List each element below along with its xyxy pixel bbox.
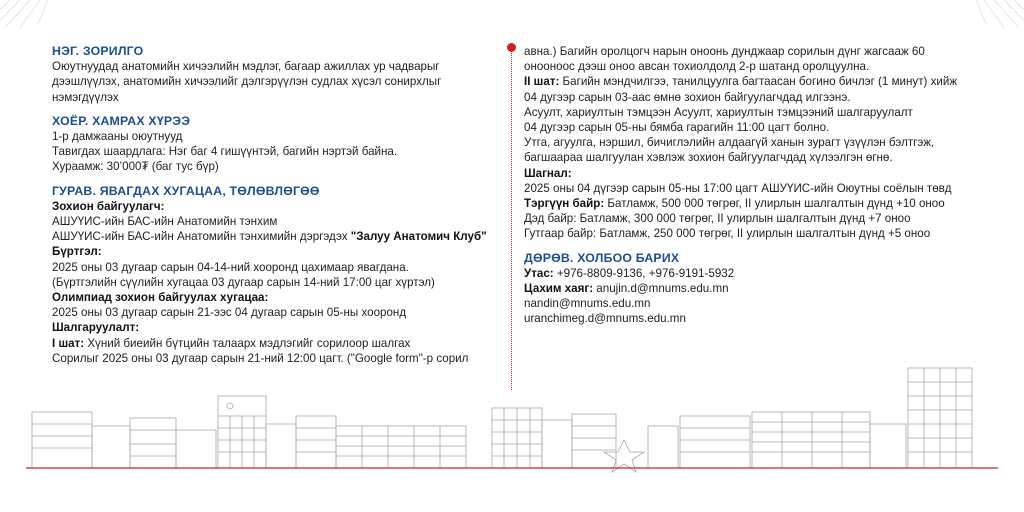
round1-line2: Сорилыг 2025 оны 03 дугаар сарын 21-ний 12:00 цагт. ("Google form"-р сорил xyxy=(52,351,469,365)
round1-continued: авна.) Багийн оролцогч нарын оноонь дунджаар сорилын дүнг жагсааж 60 xyxy=(524,45,925,58)
round2-text: Багийн мэндчилгээ, танилцуулга багтаасан богино бичлэг (1 минут) хийж xyxy=(559,75,958,89)
rounds-label: Шалгаруулалт: xyxy=(52,321,140,335)
organizer-line xyxy=(52,229,502,244)
first-place-line xyxy=(524,196,984,211)
email-address[interactable]: anujin.d@mnums.edu.mn xyxy=(593,282,729,296)
registration-label: Бүртгэл: xyxy=(52,245,102,259)
heading-schedule: ГУРАВ. ЯВАГДАХ ХУГАЦАА, ТӨЛӨВЛӨГӨӨ xyxy=(52,183,320,198)
scope-line: Хураамж: 30’000₮ (баг тус бүр) xyxy=(52,160,219,174)
section-scope xyxy=(52,114,502,175)
goal-line: Оюутнуудад анатомийн хичээлийн мэдлэг, багаар ажиллах ур чадварыг xyxy=(52,60,440,74)
organizer-text: АШУҮИС-ийн БАС-ийн Анатомийн тэнхимийн дэргэдэх xyxy=(52,230,351,244)
phone-text: +976-8809-9136, +976-9191-5932 xyxy=(553,266,735,280)
round1-label: I шат: xyxy=(52,336,85,350)
scope-line: 1-р дамжааны оюутнууд xyxy=(52,130,183,144)
section-schedule xyxy=(52,184,502,366)
email-label: Цахим хаяг: xyxy=(524,282,594,296)
heading-scope: ХОЁР. ХАМРАХ ХҮРЭЭ xyxy=(52,113,191,128)
award-line: 2025 оны 04 дүгээр сарын 05-ны 17:00 цагт АШУҮИС-ийн Оюутны соёлын төвд xyxy=(524,181,952,195)
registration-line: (Бүртгэлийн сүүлийн хугацаа 03 дугаар сарын 14-ний 17:00 цаг хүртэл) xyxy=(52,275,435,289)
email-address[interactable]: nandin@mnums.edu.mn xyxy=(524,297,651,311)
section-goal xyxy=(52,44,502,105)
round1-text: Хүний биеийн бүтцийн талаарх мэдлэгийг сорилоор шалгах xyxy=(84,336,411,350)
third-place-line: Гутгаар байр: Батламж, 250 000 төгрөг, II улирлын шалгалтын дүнд +5 оноо xyxy=(524,227,931,241)
column-divider xyxy=(511,50,512,390)
olympiad-line: 2025 оны 03 дугаар сарын 21-ээс 04 дугаар сарын 05-ны хооронд xyxy=(52,306,407,320)
left-column xyxy=(52,44,502,375)
goal-line: нэмэгдүүлэх xyxy=(52,90,119,104)
city-skyline-illustration xyxy=(0,360,1024,512)
round2-line: Утга, агуулга, нэршил, бичиглэлийн алдаагүй ханын зурагт үзүүлэн бэлтгэж, xyxy=(524,136,935,150)
registration-line: 2025 оны 03 дугаар сарын 04-14-ний хооронд цахимаар явагдана. xyxy=(52,260,409,274)
round1-continued: онооноос дээш оноо авсан тохиолдолд 2-р шатанд оролцуулна. xyxy=(524,60,870,74)
first-place-label: Тэргүүн байр: xyxy=(524,197,605,211)
phone-line xyxy=(524,266,984,281)
email-address[interactable]: uranchimeg.d@mnums.edu.mn xyxy=(524,312,686,326)
organizer-label: Зохион байгуулагч: xyxy=(52,199,165,213)
round2-label: II шат: xyxy=(524,75,560,89)
phone-label: Утас: xyxy=(524,266,554,280)
corner-burst-left xyxy=(0,0,60,30)
organizer-line: АШУҮИС-ийн БАС-ийн Анатомийн тэнхим xyxy=(52,215,278,229)
round2-line: 04 дугээр сарын 05-ны бямба гарагийн 11:00 цагт болно. xyxy=(524,121,830,135)
email-line xyxy=(524,281,984,296)
round1-line xyxy=(52,336,502,351)
round2-line: Асуулт, хариултын тэмцээн Асуулт, хариултын тэмцээний шалгаруулалт xyxy=(524,105,913,119)
round2-line xyxy=(524,74,984,89)
right-column xyxy=(524,44,984,327)
round2-line: багшаараа шалгуулан хэвлэж зохион байгуулагчдад хүлээлгэн өгнө. xyxy=(524,151,893,165)
heading-goal: НЭГ. ЗОРИЛГО xyxy=(52,44,144,58)
heading-contact: ДӨРӨВ. ХОЛБОО БАРИХ xyxy=(524,250,680,265)
round2-line: 04 дугээр сарын 03-аас өмнө зохион байгуулагчдад илгээнэ. xyxy=(524,90,851,104)
olympiad-label: Олимпиад зохион байгуулах хугацаа: xyxy=(52,291,269,305)
first-place-text: Батламж, 500 000 төгрөг, II улирлын шалгалтын дүнд +10 оноо xyxy=(604,197,945,211)
scope-line: Тавигдах шаардлага: Нэг баг 4 гишүүнтэй, багийн нэртэй байна. xyxy=(52,145,398,159)
corner-burst-right xyxy=(964,0,1024,30)
second-place-line: Дэд байр: Батламж, 300 000 төгрөг, II улирлын шалгалтын дүнд +7 оноо xyxy=(524,212,911,226)
award-label: Шагнал: xyxy=(524,166,572,180)
goal-line: дээшлүүлэх, анатомийн хичээлийг дэлгэрүүлэн судлах хүсэл сонирхлыг xyxy=(52,75,442,89)
club-name: "Залуу Анатомич Клуб" xyxy=(350,230,487,244)
